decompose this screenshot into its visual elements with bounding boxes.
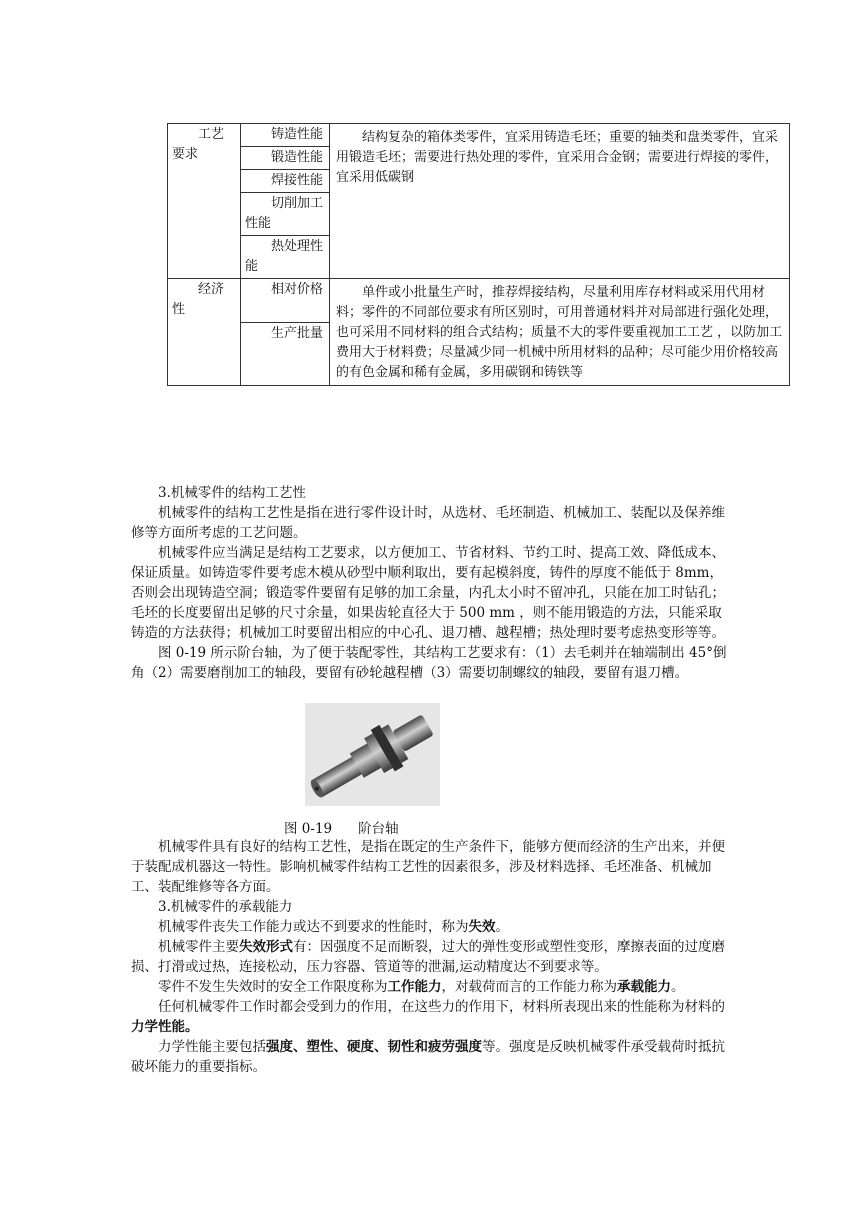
- figure-title: 阶台轴: [358, 821, 399, 837]
- category-cell: 工艺要求: [168, 124, 241, 279]
- figure-caption: [284, 817, 399, 837]
- paragraph: 任何机械零件工作时都会受到力的作用，在这些力的作用下，材料所表现出来的性能称为材料的力学性能。: [131, 999, 725, 1035]
- section-heading: 3.机械零件的结构工艺性: [158, 485, 306, 501]
- item-cell: 生产批量: [241, 323, 330, 386]
- table-row: [168, 279, 790, 323]
- paragraph: 机械零件丧失工作能力或达不到要求的性能时，称为失效。: [158, 919, 509, 935]
- item-cell: 锻造性能: [241, 147, 330, 170]
- item-cell: 相对价格: [241, 279, 330, 323]
- item-cell: 铸造性能: [241, 124, 330, 147]
- figure-label: 图 0-19: [284, 821, 333, 837]
- section-heading: 3.机械零件的承载能力: [158, 899, 293, 915]
- section-structural-craftsmanship: [131, 483, 731, 683]
- paragraph: 机械零件主要失效形式有：因强度不足而断裂，过大的弹性变形或塑性变形，摩擦表面的过度磨损、打滑或过热，连接松动，压力容器、管道等的泄漏,运动精度达不到要求等。: [131, 939, 725, 975]
- stepped-shaft-image: [305, 703, 440, 806]
- stepped-shaft-illustration: [305, 703, 440, 806]
- paragraph: 机械零件的结构工艺性是指在进行零件设计时，从选材、毛坯制造、机械加工、装配以及保养维修等方面所考虑的工艺问题。: [131, 505, 725, 541]
- item-cell: 切削加工性能: [241, 193, 330, 236]
- item-cell: 焊接性能: [241, 170, 330, 193]
- description-cell: 单件或小批量生产时，推荐焊接结构，尽量利用库存材料或采用代用材料；零件的不同部位要求有所区别时，可用普通材料并对局部进行强化处理，也可采用不同材料的组合式结构；质量不大的零件要重视加工工艺 ，以防加工费用大于材料费；尽量减少同一机械中所用材料的品种；尽可能少用价格较高的有色金属和稀有金属，多用碳钢和铸铁等: [330, 279, 790, 386]
- table-row: [168, 124, 790, 147]
- paragraph: 力学性能主要包括强度、塑性、硬度、韧性和疲劳强度等。强度是反映机械零件承受载荷时抵抗破坏能力的重要指标。: [131, 1039, 725, 1075]
- paragraph: 机械零件应当满足是结构工艺要求，以方便加工、节省材料、节约工时、提高工效、降低成本、保证质量。如铸造零件要考虑木模从砂型中顺利取出，要有起模斜度，铸件的厚度不能低于 8mm，否则会出现铸造空洞；锻造零件要留有足够的加工余量，内孔太小时不留冲孔，只能在加工时钻孔；毛坯的长度要留出足够的尺寸余量，如果齿轮直径大于 500 mm ，则不能用锻造的方法，只能采取铸造的方法获得；机械加工时要留出相应的中心孔、退刀槽、越程槽；热处理时要考虑热变形等等。: [131, 545, 725, 641]
- description-cell: 结构复杂的箱体类零件，宜采用铸造毛坯；重要的轴类和盘类零件，宜采用锻造毛坯；需要进行热处理的零件，宜采用合金钢；需要进行焊接的零件，宜采用低碳钢: [330, 124, 790, 279]
- item-cell: 热处理性能: [241, 236, 330, 279]
- material-selection-table: [167, 123, 790, 386]
- paragraph: 机械零件具有良好的结构工艺性，是指在既定的生产条件下，能够方便而经济的生产出来，并便于装配成机器这一特性。影响机械零件结构工艺性的因素很多，涉及材料选择、毛坯准备、机械加工、装配维修等各方面。: [131, 839, 725, 895]
- section-load-capacity: [131, 837, 731, 1077]
- paragraph: 零件不发生失效时的安全工作限度称为工作能力，对载荷而言的工作能力称为承载能力。: [158, 979, 685, 995]
- category-cell: 经济性: [168, 279, 241, 386]
- paragraph: 图 0-19 所示阶台轴，为了便于装配零性，其结构工艺要求有：（1）去毛刺并在轴端制出 45°倒角（2）需要磨削加工的轴段，要留有砂轮越程槽（3）需要切制螺纹的轴段，要留有退刀槽。: [131, 645, 727, 681]
